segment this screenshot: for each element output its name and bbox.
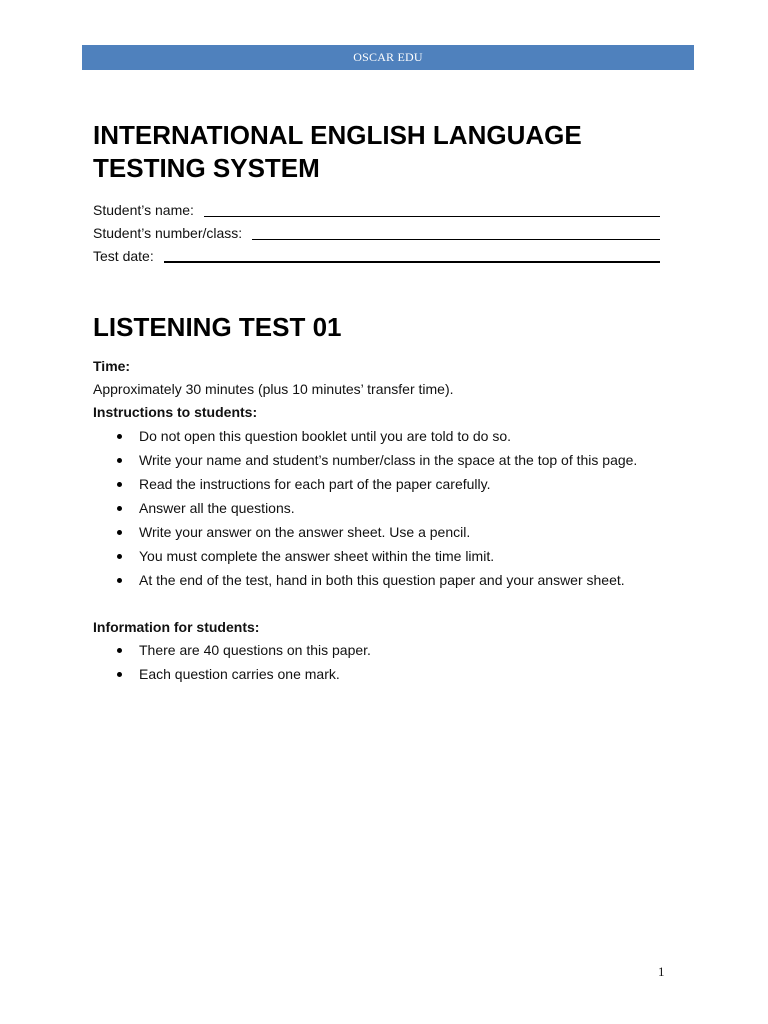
instructions-heading: Instructions to students: [93, 404, 258, 420]
instruction-text: Write your answer on the answer sheet. Use a pencil. [139, 524, 471, 540]
page-number: 1 [658, 964, 665, 979]
student-number-field[interactable] [93, 222, 660, 242]
information-list [93, 641, 713, 689]
time-heading: Time: [93, 358, 131, 374]
test-date-line[interactable] [164, 247, 660, 263]
list-item [93, 571, 713, 595]
instruction-text: Answer all the questions. [139, 500, 295, 516]
bullet-icon [117, 578, 122, 583]
information-text: Each question carries one mark. [139, 666, 340, 682]
information-heading: Information for students: [93, 619, 260, 635]
list-item [93, 523, 713, 547]
list-item [93, 451, 713, 475]
student-number-line[interactable] [252, 225, 660, 240]
bullet-icon [117, 434, 122, 439]
instruction-text: You must complete the answer sheet within the time limit. [139, 548, 495, 564]
list-item [93, 427, 713, 451]
bullet-icon [117, 506, 122, 511]
information-text: There are 40 questions on this paper. [139, 642, 371, 658]
bullet-icon [117, 554, 122, 559]
document-title-line1: INTERNATIONAL ENGLISH LANGUAGE [93, 120, 582, 150]
list-item [93, 499, 713, 523]
list-item [93, 665, 713, 689]
student-number-label: Student’s number/class: [93, 225, 243, 241]
bullet-icon [117, 482, 122, 487]
test-date-label: Test date: [93, 248, 154, 264]
section-title: LISTENING TEST 01 [93, 312, 342, 342]
instructions-list [93, 427, 713, 595]
bullet-icon [117, 648, 122, 653]
list-item [93, 475, 713, 499]
list-item [93, 547, 713, 571]
instruction-text: Read the instructions for each part of the paper carefully. [139, 476, 491, 492]
instruction-text: At the end of the test, hand in both this question paper and your answer sheet. [139, 572, 625, 588]
student-name-label: Student’s name: [93, 202, 194, 218]
instruction-text: Do not open this question booklet until you are told to do so. [139, 428, 512, 444]
header-brand: OSCAR EDU [353, 50, 423, 64]
student-name-field[interactable] [93, 199, 660, 219]
test-date-field[interactable] [93, 245, 660, 265]
instruction-text: Write your name and student’s number/class in the space at the top of this page. [139, 452, 638, 468]
list-item [93, 641, 713, 665]
document-title-line2: TESTING SYSTEM [93, 153, 320, 183]
header-band [82, 45, 694, 70]
time-text: Approximately 30 minutes (plus 10 minutes’ transfer time). [93, 381, 454, 397]
bullet-icon [117, 458, 122, 463]
bullet-icon [117, 672, 122, 677]
bullet-icon [117, 530, 122, 535]
student-name-line[interactable] [204, 202, 660, 217]
document-title [93, 119, 713, 185]
